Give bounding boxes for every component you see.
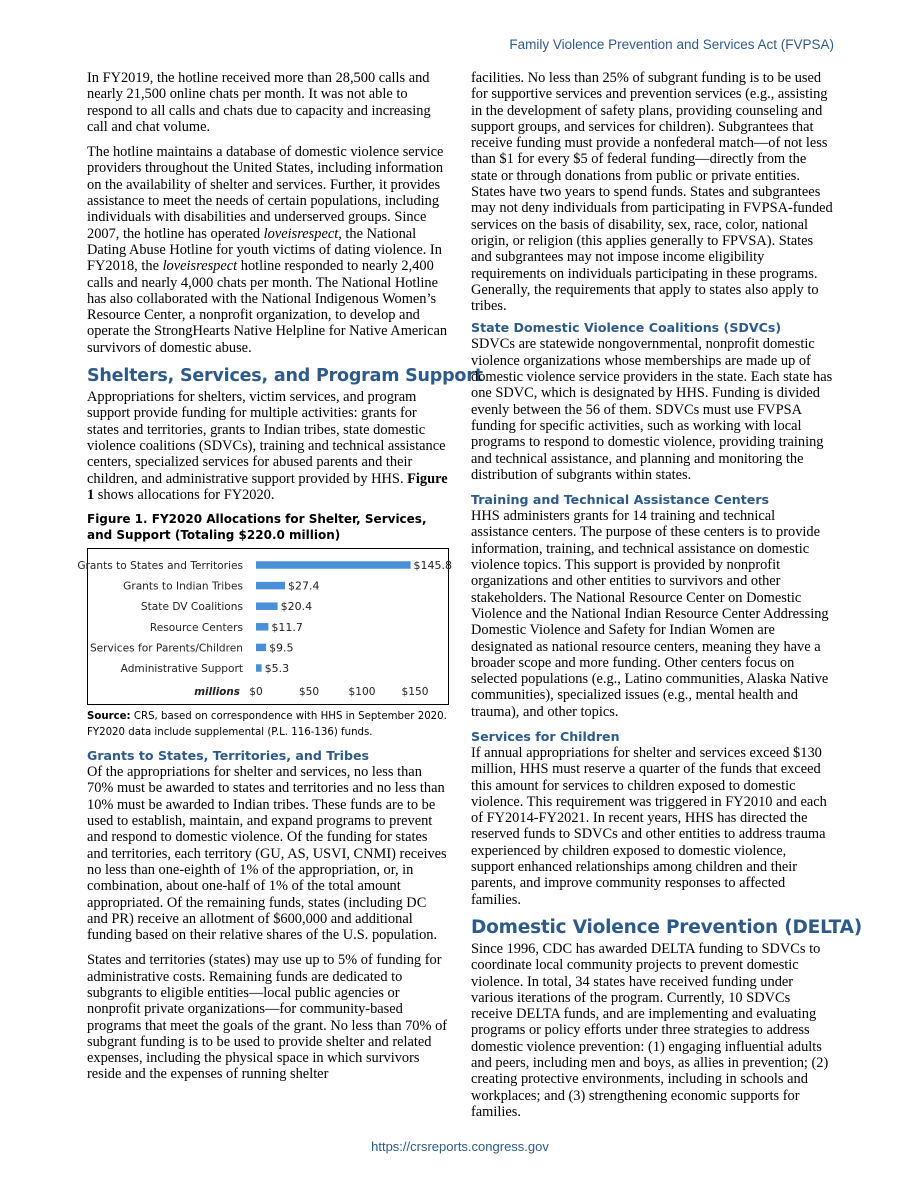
- allocations-chart-svg: [77, 549, 453, 704]
- heading-delta: Domestic Violence Prevention (DELTA): [471, 916, 862, 938]
- allocations-chart: [77, 548, 453, 705]
- heading-sdvc: State Domestic Violence Coalitions (SDVCs): [471, 320, 782, 336]
- data-label: $11.7: [271, 620, 303, 634]
- paragraph-training-centers: HHS administers grants for 14 training and technical assistance centers. The purpose of these centers is to provide information, training, and technical assistance on domestic violence topics. This support is provided by nonprofit organizations and other entities to survivors and other stakeholders. The National Resource Center on Domestic Violence and the National Indian Resource Center Addressing Domestic Violence and Safety for Indian Women are designated as national resource centers, meaning they have a broader scope and more funding. Other centers focus on selected populations (e.g., Latino communities, Alaska Native communities), specialized issues (e.g., mental health and trauma), and other topics.: [471, 508, 829, 720]
- bar: [256, 582, 285, 590]
- tick-label: $50: [298, 686, 320, 699]
- data-label: $9.5: [269, 641, 294, 655]
- paragraph-sdvc: SDVCs are statewide nongovernmental, nonprofit domestic violence organizations whose memberships are made up of domestic violence service providers in the state. Each state has one SDVC, which is designated by HHS. Funding is divided evenly between the 56 of them. SDVCs must use FVPSA funding for specific activities, such as working with local programs to respond to domestic violence, providing training and technical assistance, and planning and monitoring the distribution of subgrants within states.: [471, 336, 833, 483]
- text-run: hotline responded to nearly 2,400 calls and nearly 4,000 chats per month. The National Hotline has also collaborated with the National Indigenous Women’s Resource Center, a nonprofit organization, to develop and operate the StrongHearts Native Helpline for Native American survivors of domestic abuse.: [87, 258, 448, 356]
- tick-label: $100: [348, 686, 376, 699]
- tick-label: $0: [249, 686, 263, 699]
- text-run: The hotline maintains a database of domestic violence service providers throughout the United States, including information on the availability of shelter and services. Further, it provides assistance to meet the needs of certain populations, including individuals with disabilities and underserved groups. Since 2007, the hotline has operated: [87, 144, 444, 242]
- text-run: , the National Dating Abuse Hotline for youth victims of dating violence. In FY2018, the: [87, 225, 442, 275]
- category-label: Services for Parents/Children: [89, 642, 243, 655]
- text-run: shows allocations for FY2020.: [94, 486, 275, 503]
- paragraph-appropriations: [87, 389, 449, 503]
- figure-reference: Figure 1: [87, 470, 448, 503]
- bar: [256, 664, 262, 672]
- bar: [256, 603, 278, 611]
- tick-label: $150: [401, 686, 429, 699]
- paragraph-hotline-volume: In FY2019, the hotline received more than 28,500 calls and nearly 21,500 online chats per month. It was not able to respond to all calls and chats due to capacity and increasing call and chat volume.: [87, 70, 431, 135]
- source-text: CRS, based on correspondence with HHS in September 2020. FY2020 data include supplemental (P.L. 116-136) funds.: [87, 711, 447, 739]
- source-label: Source:: [87, 711, 131, 723]
- paragraph-administrative-costs: States and territories (states) may use up to 5% of funding for administrative costs. Remaining funds are dedicated to subgrants to eligible entities—local public agencies or nonprofit private organizations—for community-based programs that meet the goals of the grant. No less than 70% of subgrant funding is to be used to provide shelter and related expenses, including the physical space in which survivors reside and the expenses of running shelter: [87, 952, 448, 1083]
- category-label: Resource Centers: [149, 621, 243, 634]
- category-label: Grants to States and Territories: [77, 560, 243, 573]
- loveisrespect-italic: loveisrespect: [162, 258, 238, 275]
- bar: [256, 644, 266, 652]
- heading-services-children: Services for Children: [471, 728, 620, 744]
- figure-title: Figure 1. FY2020 Allocations for Shelter, Services, and Support (Totaling $220.0 million): [87, 512, 427, 542]
- paragraph-hotline-database: [87, 144, 449, 356]
- bar: [256, 561, 411, 569]
- data-label: $145.8: [413, 559, 453, 573]
- data-label: $5.3: [264, 662, 290, 676]
- footer-url: https://crsreports.congress.gov: [371, 1139, 549, 1154]
- category-label: State DV Coalitions: [140, 601, 243, 614]
- figure-source: [87, 709, 449, 741]
- paragraph-grants-allocation: Of the appropriations for shelter and services, no less than 70% must be awarded to states and territories and no less than 10% must be awarded to Indian tribes. These funds are to be used to establish, maintain, and expand programs to prevent and respond to domestic violence. Of the funding for states and territories, each territory (GU, AS, USVI, CNMI) receives no less than one-eighth of 1% of the appropriation, or, in combination, about one-half of 1% of the total amount appropriated. Of the remaining funds, states (including DC and PR) receive an allotment of $600,000 and additional funding based on their relative shares of the U.S. population.: [87, 764, 447, 944]
- heading-shelters-services: Shelters, Services, and Program Support: [87, 366, 483, 387]
- loveisrespect-italic: loveisrespect: [263, 225, 339, 242]
- heading-grants-states: Grants to States, Territories, and Tribes: [87, 748, 370, 764]
- paragraph-delta: Since 1996, CDC has awarded DELTA funding to SDVCs to coordinate local community projects to prevent domestic violence. In total, 34 states have received funding under various iterations of the program. Currently, 10 SDVCs receive DELTA funds, and are implementing and evaluating programs or policy efforts under three strategies to address domestic violence prevention: (1) engaging influential adults and peers, including men and boys, as allies in prevention; (2) creating protective environments, including in schools and workplaces; and (3) strengthening economic supports for families.: [471, 940, 829, 1120]
- category-label: Grants to Indian Tribes: [123, 580, 243, 593]
- heading-training-centers: Training and Technical Assistance Centers: [471, 492, 770, 508]
- left-column: [77, 70, 483, 1092]
- paragraph-services-children: If annual appropriations for shelter and services exceed $130 million, HHS must reserve a quarter of the funds that exceed this amount for services to children exposed to domestic violence. This requirement was triggered in FY2010 and each of FY2014-FY2021. In recent years, HHS has directed the reserved funds to SDVCs and other entities to address trauma experienced by children exposed to domestic violence, support enhanced relationships among children and their parents, and improve community responses to affected families.: [471, 744, 827, 908]
- running-header: Family Violence Prevention and Services Act (FVPSA): [509, 37, 834, 52]
- data-label: $20.4: [280, 600, 313, 614]
- text-run: Appropriations for shelters, victim services, and program support provide funding for multiple activities: grants for states and territories, grants to Indian tribes, state domestic violence coalitions (SDVCs), training and technical assistance centers, specialized services for abused parents and their children, and administrative support provided by HHS.: [87, 389, 446, 487]
- bar: [256, 623, 268, 631]
- data-label: $27.4: [288, 579, 320, 593]
- category-label: Administrative Support: [120, 663, 243, 676]
- right-column: [471, 70, 862, 1129]
- axis-label: millions: [194, 686, 240, 699]
- paragraph-subgrant-requirements: facilities. No less than 25% of subgrant funding is to be used for supportive services and prevention services (e.g., assisting in the development of safety plans, providing counseling and support groups, and services for children). Subgrantees that receive funding must provide a nonfederal match—of not less than $1 for every $5 of federal funding—directly from the state or through donations from public or private entities. States have two years to spend funds. States and subgrantees may not deny individuals from participating in FVPSA-funded services on the basis of disability, sex, race, color, national origin, or religion (this applies generally to FPVSA). States and subgrantees may not impose income eligibility requirements on individuals participating in these programs. Generally, the requirements that apply to states also apply to tribes.: [471, 70, 833, 315]
